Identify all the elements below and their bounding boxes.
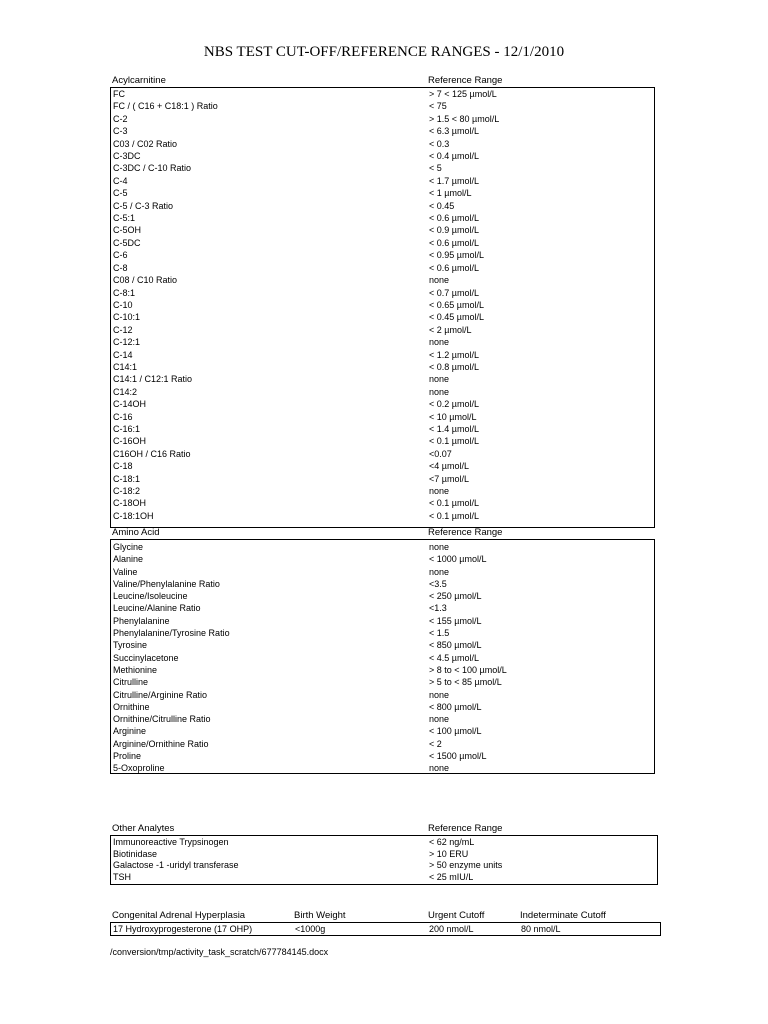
analyte-name: C-5 / C-3 Ratio: [113, 200, 174, 211]
table-row: [111, 237, 654, 249]
reference-value: none: [429, 763, 450, 774]
reference-value: < 1.2 µmol/L: [429, 349, 479, 360]
table-row: [111, 224, 654, 236]
cah-header-indeterminate: Indeterminate Cutoff: [520, 910, 606, 921]
analyte-name: Leucine/Isoleucine: [113, 591, 188, 602]
table-row: [111, 373, 654, 385]
analyte-name: FC / ( C16 + C18:1 ) Ratio: [113, 101, 218, 112]
analyte-name: C16OH / C16 Ratio: [113, 448, 191, 459]
reference-value: < 4.5 µmol/L: [429, 652, 479, 663]
table-row: [111, 311, 654, 323]
table-row: [111, 590, 654, 602]
table-row: [111, 762, 654, 774]
analyte-name: 17 Hydroxyprogesterone (17 OHP): [113, 924, 253, 934]
amino-acid-header-analyte: Amino Acid: [112, 527, 160, 538]
analyte-name: C14:1 / C12:1 Ratio: [113, 374, 193, 385]
analyte-name: Phenylalanine/Tyrosine Ratio: [113, 628, 230, 639]
analyte-name: 5-Oxoproline: [113, 763, 165, 774]
reference-value: < 850 µmol/L: [429, 640, 482, 651]
table-row: [111, 336, 654, 348]
reference-value: < 0.2 µmol/L: [429, 399, 479, 410]
reference-value: < 6.3 µmol/L: [429, 126, 479, 137]
analyte-name: C-18:2: [113, 486, 141, 496]
other-analytes-table: [110, 835, 658, 885]
amino-acid-table: [110, 539, 655, 774]
analyte-name: Valine: [113, 566, 138, 577]
reference-value: < 10 µmol/L: [429, 411, 477, 422]
table-row: [111, 100, 654, 112]
table-row: [111, 299, 654, 311]
analyte-name: C-12: [113, 324, 133, 335]
table-row: [111, 175, 654, 187]
table-row: [111, 138, 654, 150]
reference-value: < 1000 µmol/L: [429, 554, 487, 565]
table-row: [111, 676, 654, 688]
reference-value: <0.07: [429, 448, 452, 459]
reference-value: <3.5: [429, 578, 447, 589]
reference-value: < 0.6 µmol/L: [429, 262, 479, 273]
analyte-name: C-3: [113, 126, 128, 137]
table-row: [111, 652, 654, 664]
analyte-name: Ornithine: [113, 701, 150, 712]
reference-value: none: [429, 689, 450, 700]
reference-value: < 1500 µmol/L: [429, 751, 487, 762]
reference-value: < 75: [429, 101, 447, 112]
table-row: [111, 725, 654, 737]
cah-header: [110, 910, 661, 922]
acylcarnitine-header-analyte: Acylcarnitine: [112, 75, 166, 86]
table-row: [111, 125, 654, 137]
analyte-name: C-16OH: [113, 436, 147, 447]
reference-value: < 0.65 µmol/L: [429, 299, 484, 310]
analyte-name: C-3DC: [113, 151, 141, 162]
table-row: [111, 923, 660, 935]
table-row: [111, 541, 654, 553]
reference-value: < 62 ng/mL: [429, 837, 475, 847]
analyte-name: Proline: [113, 751, 142, 762]
reference-value: <4 µmol/L: [429, 461, 469, 472]
reference-value: < 2: [429, 738, 442, 749]
table-row: [111, 200, 654, 212]
reference-value: < 0.1 µmol/L: [429, 510, 479, 521]
analyte-name: C-8: [113, 262, 128, 273]
analyte-name: C-6: [113, 250, 128, 261]
analyte-name: C-12:1: [113, 337, 141, 348]
analyte-name: Methionine: [113, 664, 158, 675]
cah-header-urgent: Urgent Cutoff: [428, 910, 485, 921]
reference-value: < 0.1 µmol/L: [429, 436, 479, 447]
table-row: [111, 448, 654, 460]
table-row: [111, 578, 654, 590]
reference-value: < 0.95 µmol/L: [429, 250, 484, 261]
table-row: [111, 639, 654, 651]
analyte-name: C-5:1: [113, 213, 136, 224]
table-row: [111, 510, 654, 522]
table-row: [111, 701, 654, 713]
table-row: [111, 386, 654, 398]
reference-value: < 0.45 µmol/L: [429, 312, 484, 323]
analyte-name: Leucine/Alanine Ratio: [113, 603, 201, 614]
reference-value: none: [429, 275, 450, 286]
analyte-name: C-16:1: [113, 423, 141, 434]
table-row: [111, 274, 654, 286]
reference-value: < 0.6 µmol/L: [429, 237, 479, 248]
amino-acid-section: [110, 527, 655, 774]
cah-header-birth-weight: Birth Weight: [294, 910, 346, 921]
table-row: [111, 249, 654, 261]
amino-acid-header: [110, 527, 655, 539]
analyte-name: C-10: [113, 299, 133, 310]
table-row: [111, 553, 654, 565]
reference-value: < 155 µmol/L: [429, 615, 482, 626]
reference-value: < 0.6 µmol/L: [429, 213, 479, 224]
analyte-name: Succinylacetone: [113, 652, 179, 663]
reference-value: < 0.8 µmol/L: [429, 361, 479, 372]
table-row: [111, 411, 654, 423]
table-row: [111, 88, 654, 100]
analyte-name: C-5OH: [113, 225, 142, 236]
analyte-name: C-18:1: [113, 473, 141, 484]
table-row: [111, 872, 657, 884]
analyte-name: Citrulline/Arginine Ratio: [113, 689, 208, 700]
analyte-name: Glycine: [113, 542, 144, 552]
analyte-name: C-3DC / C-10 Ratio: [113, 163, 192, 174]
table-row: [111, 566, 654, 578]
analyte-name: Arginine/Ornithine Ratio: [113, 738, 209, 749]
reference-value: none: [429, 386, 450, 397]
reference-value: < 250 µmol/L: [429, 591, 482, 602]
analyte-name: TSH: [113, 871, 131, 882]
reference-value: <7 µmol/L: [429, 473, 469, 484]
cah-header-analyte: Congenital Adrenal Hyperplasia: [112, 910, 246, 921]
reference-value: < 1 µmol/L: [429, 188, 472, 199]
table-row: [111, 349, 654, 361]
cah-table: [110, 922, 661, 936]
reference-value: < 5: [429, 163, 442, 174]
table-row: [111, 361, 654, 373]
reference-value: > 1.5 < 80 µmol/L: [429, 113, 500, 124]
reference-value: < 0.1 µmol/L: [429, 498, 479, 509]
reference-value: none: [429, 337, 450, 348]
reference-value: < 0.7 µmol/L: [429, 287, 479, 298]
table-row: [111, 860, 657, 872]
reference-value: < 1.7 µmol/L: [429, 175, 479, 186]
table-row: [111, 324, 654, 336]
analyte-name: Phenylalanine: [113, 615, 170, 626]
analyte-name: C-8:1: [113, 287, 136, 298]
reference-value: < 100 µmol/L: [429, 726, 482, 737]
analyte-name: Ornithine/Citrulline Ratio: [113, 714, 211, 725]
analyte-name: Citrulline: [113, 677, 149, 688]
table-row: [111, 262, 654, 274]
reference-value: > 50 enzyme units: [429, 860, 503, 870]
page-title: NBS TEST CUT-OFF/REFERENCE RANGES - 12/1/2010: [203, 44, 565, 60]
analyte-name: Alanine: [113, 554, 144, 565]
analyte-name: Arginine: [113, 726, 147, 737]
table-row: [111, 150, 654, 162]
analyte-name: C-18:1OH: [113, 510, 154, 521]
table-row: [111, 287, 654, 299]
reference-value: < 0.45: [429, 200, 455, 211]
reference-value: <1000g: [295, 924, 326, 934]
reference-value: < 800 µmol/L: [429, 701, 482, 712]
analyte-name: C-10:1: [113, 312, 141, 323]
other-analytes-header-analyte: Other Analytes: [112, 823, 175, 834]
table-row: [111, 689, 654, 701]
reference-value: < 0.4 µmol/L: [429, 151, 479, 162]
analyte-name: FC: [113, 89, 125, 99]
analyte-name: C-14OH: [113, 399, 147, 410]
other-analytes-header-range: Reference Range: [428, 823, 503, 834]
reference-value: none: [429, 542, 450, 552]
reference-value: > 5 to < 85 µmol/L: [429, 677, 502, 688]
analyte-name: C-16: [113, 411, 133, 422]
table-row: [111, 602, 654, 614]
table-row: [111, 435, 654, 447]
table-row: [111, 485, 654, 497]
analyte-name: Tyrosine: [113, 640, 148, 651]
reference-value: none: [429, 374, 450, 385]
table-row: [111, 738, 654, 750]
analyte-name: C-14: [113, 349, 133, 360]
reference-value: none: [429, 566, 450, 577]
table-row: [111, 750, 654, 762]
analyte-name: C14:2: [113, 386, 138, 397]
analyte-name: Biotinidase: [113, 848, 158, 859]
table-row: [111, 398, 654, 410]
other-analytes-section: [110, 823, 658, 885]
table-row: [111, 627, 654, 639]
analyte-name: Valine/Phenylalanine Ratio: [113, 578, 220, 589]
analyte-name: Immunoreactive Trypsinogen: [113, 837, 229, 847]
analyte-name: C08 / C10 Ratio: [113, 275, 178, 286]
table-row: [111, 473, 654, 485]
table-row: [111, 187, 654, 199]
analyte-name: C-2: [113, 113, 128, 124]
analyte-name: C-5: [113, 188, 128, 199]
reference-value: < 1.5: [429, 628, 450, 639]
table-row: [111, 497, 654, 509]
acylcarnitine-header: [110, 75, 655, 87]
acylcarnitine-header-range: Reference Range: [428, 75, 503, 86]
analyte-name: C-5DC: [113, 237, 141, 248]
reference-value: > 8 to < 100 µmol/L: [429, 664, 507, 675]
table-row: [111, 113, 654, 125]
reference-value: 200 nmol/L: [429, 924, 474, 934]
reference-value: < 25 mIU/L: [429, 871, 474, 882]
table-row: [111, 664, 654, 676]
cah-section: [110, 910, 661, 936]
analyte-name: C-18OH: [113, 498, 147, 509]
reference-value: none: [429, 714, 450, 725]
other-analytes-header: [110, 823, 658, 835]
table-row: [111, 460, 654, 472]
reference-value: < 0.9 µmol/L: [429, 225, 479, 236]
reference-value: < 1.4 µmol/L: [429, 423, 479, 434]
reference-value: < 0.3: [429, 138, 450, 149]
reference-value: none: [429, 486, 450, 496]
table-row: [111, 212, 654, 224]
reference-value: <1.3: [429, 603, 447, 614]
analyte-name: Galactose -1 -uridyl transferase: [113, 860, 239, 870]
analyte-name: C-4: [113, 175, 128, 186]
acylcarnitine-section: [110, 75, 655, 528]
table-row: [111, 837, 657, 849]
table-row: [111, 615, 654, 627]
table-row: [111, 849, 657, 861]
reference-value: > 7 < 125 µmol/L: [429, 89, 497, 99]
analyte-name: C03 / C02 Ratio: [113, 138, 178, 149]
table-row: [111, 713, 654, 725]
table-row: [111, 423, 654, 435]
analyte-name: C-18: [113, 461, 133, 472]
reference-value: 80 nmol/L: [521, 924, 561, 934]
analyte-name: C14:1: [113, 361, 138, 372]
acylcarnitine-table: [110, 87, 655, 528]
amino-acid-header-range: Reference Range: [428, 527, 503, 538]
reference-value: < 2 µmol/L: [429, 324, 472, 335]
file-path-footer: /conversion/tmp/activity_task_scratch/677784145.docx: [110, 947, 329, 957]
reference-value: > 10 ERU: [429, 848, 469, 859]
table-row: [111, 162, 654, 174]
